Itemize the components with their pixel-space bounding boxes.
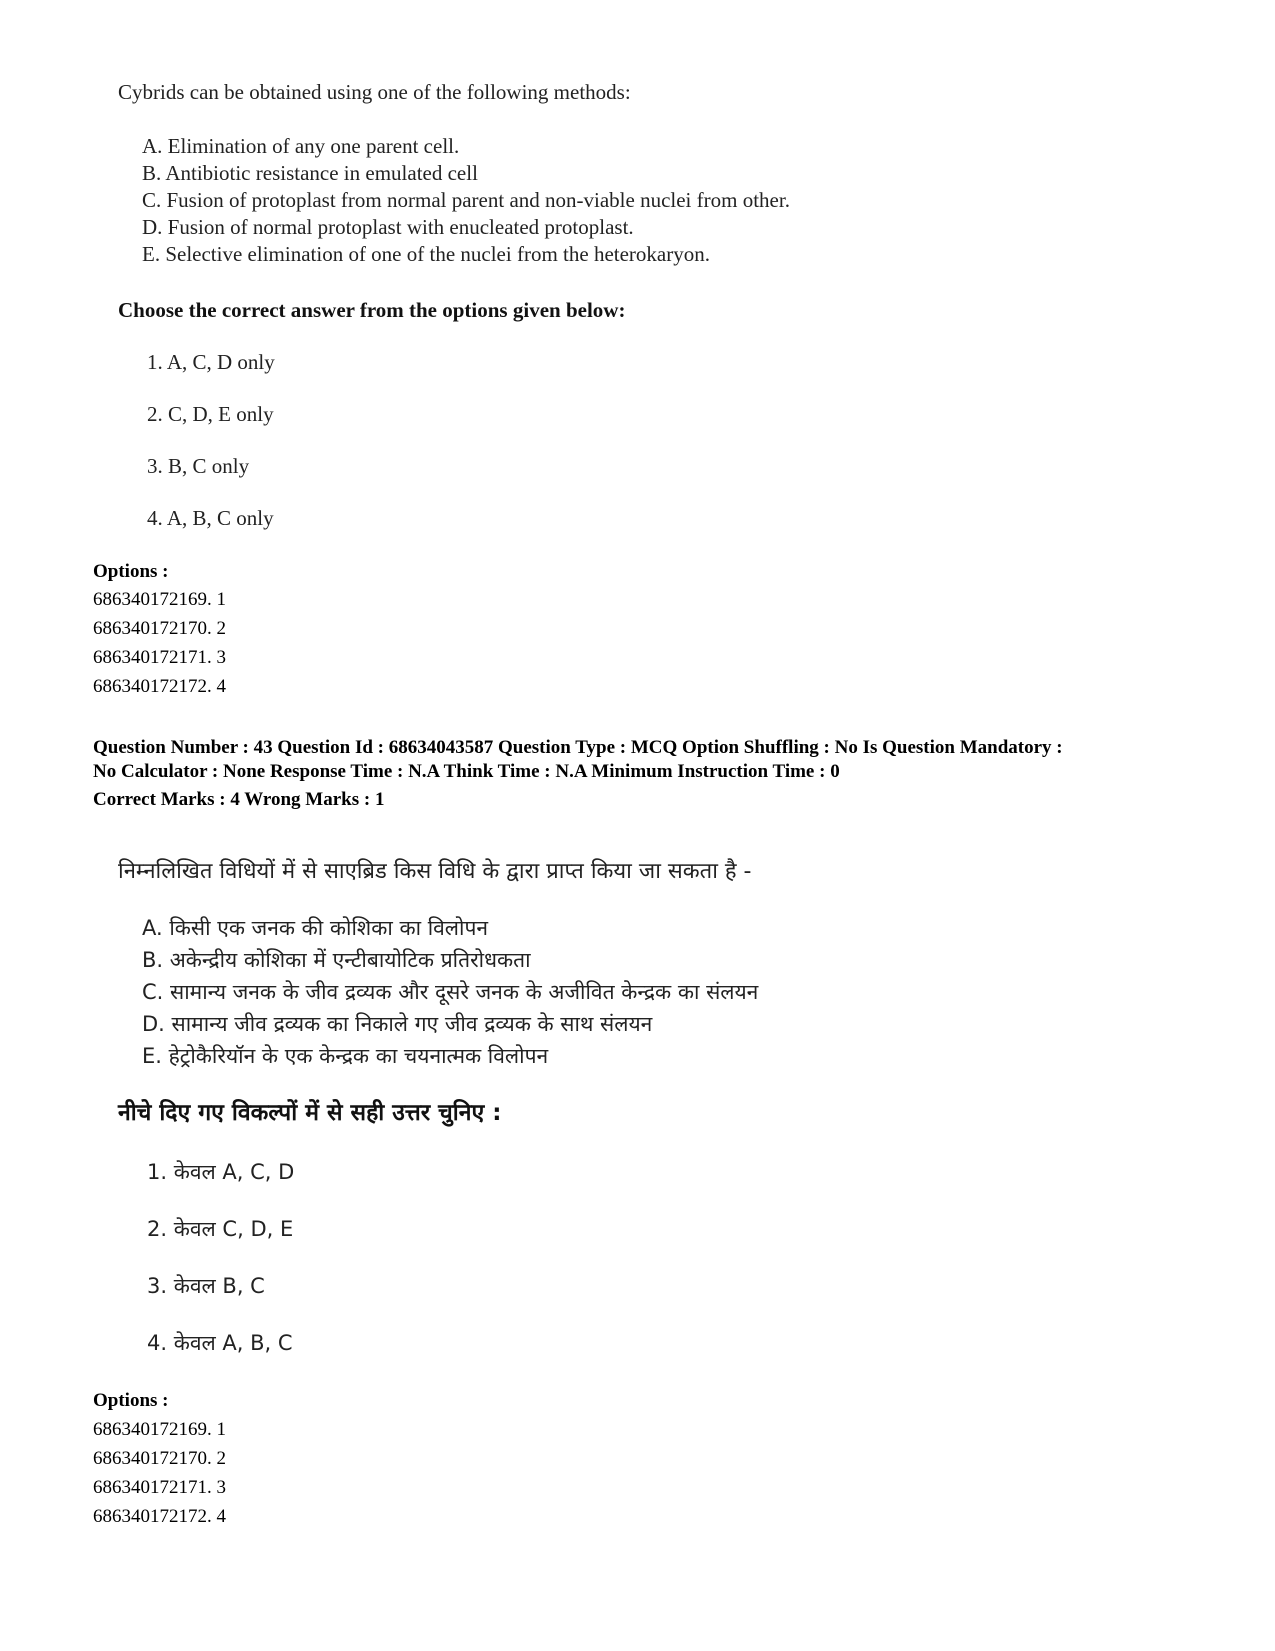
statement-d-hi: D. सामान्य जीव द्रव्यक का निकाले गए जीव द्रव्यक के साथ संलयन	[142, 1012, 653, 1036]
choose-prompt-en: Choose the correct answer from the options given below:	[118, 298, 626, 322]
question-meta	[93, 736, 1063, 812]
option-item: 686340172169. 1	[93, 589, 226, 610]
answer-1-hi: 1. केवल A, C, D	[147, 1160, 295, 1184]
statement-a-hi: A. किसी एक जनक की कोशिका का विलोपन	[142, 916, 489, 940]
statement-c-hi: C. सामान्य जनक के जीव द्रव्यक और दूसरे जनक के अजीवित केन्द्रक का संलयन	[142, 980, 759, 1004]
choose-prompt-hi: नीचे दिए गए विकल्पों में से सही उत्तर चुनिए :	[118, 1100, 502, 1126]
option-item: 686340172171. 3	[93, 1477, 226, 1498]
answer-4-en: 4. A, B, C only	[147, 506, 274, 530]
options-heading-1: Options :	[93, 561, 169, 582]
answer-1-en: 1. A, C, D only	[147, 350, 275, 374]
option-item: 686340172171. 3	[93, 647, 226, 668]
answer-2-en: 2. C, D, E only	[147, 402, 274, 426]
statement-e-en: E. Selective elimination of one of the nuclei from the heterokaryon.	[142, 242, 710, 266]
statement-c-en: C. Fusion of protoplast from normal parent and non-viable nuclei from other.	[142, 188, 790, 212]
option-item: 686340172170. 2	[93, 1448, 226, 1469]
options-list-1	[93, 585, 226, 701]
option-item: 686340172170. 2	[93, 618, 226, 639]
statement-list-en	[142, 133, 790, 268]
question-intro-hi: निम्नलिखित विधियों में से साएब्रिड किस विधि के द्वारा प्राप्त किया जा सकता है -	[118, 859, 752, 884]
answer-4-hi: 4. केवल A, B, C	[147, 1331, 293, 1355]
statement-d-en: D. Fusion of normal protoplast with enucleated protoplast.	[142, 215, 634, 239]
statement-list-hi	[142, 912, 758, 1072]
answer-2-hi: 2. केवल C, D, E	[147, 1217, 294, 1241]
question-meta-line-3: Correct Marks : 4 Wrong Marks : 1	[93, 789, 385, 810]
statement-e-hi: E. हेट्रोकैरियॉन के एक केन्द्रक का चयनात्मक विलोपन	[142, 1044, 549, 1068]
question-intro-en: Cybrids can be obtained using one of the following methods:	[118, 80, 631, 104]
answer-3-hi: 3. केवल B, C	[147, 1274, 265, 1298]
question-meta-line-1: Question Number : 43 Question Id : 68634043587 Question Type : MCQ Option Shuffling : No Is Question Mandatory :	[93, 737, 1063, 758]
options-list-2	[93, 1415, 226, 1531]
question-meta-line-2: No Calculator : None Response Time : N.A Think Time : N.A Minimum Instruction Time : 0	[93, 761, 840, 782]
option-item: 686340172172. 4	[93, 1506, 226, 1527]
options-heading-2: Options :	[93, 1390, 169, 1411]
answer-3-en: 3. B, C only	[147, 454, 250, 478]
statement-b-en: B. Antibiotic resistance in emulated cell	[142, 161, 478, 185]
statement-a-en: A. Elimination of any one parent cell.	[142, 134, 460, 158]
option-item: 686340172172. 4	[93, 676, 226, 697]
statement-b-hi: B. अकेन्द्रीय कोशिका में एन्टीबायोटिक प्रतिरोधकता	[142, 948, 531, 972]
option-item: 686340172169. 1	[93, 1419, 226, 1440]
